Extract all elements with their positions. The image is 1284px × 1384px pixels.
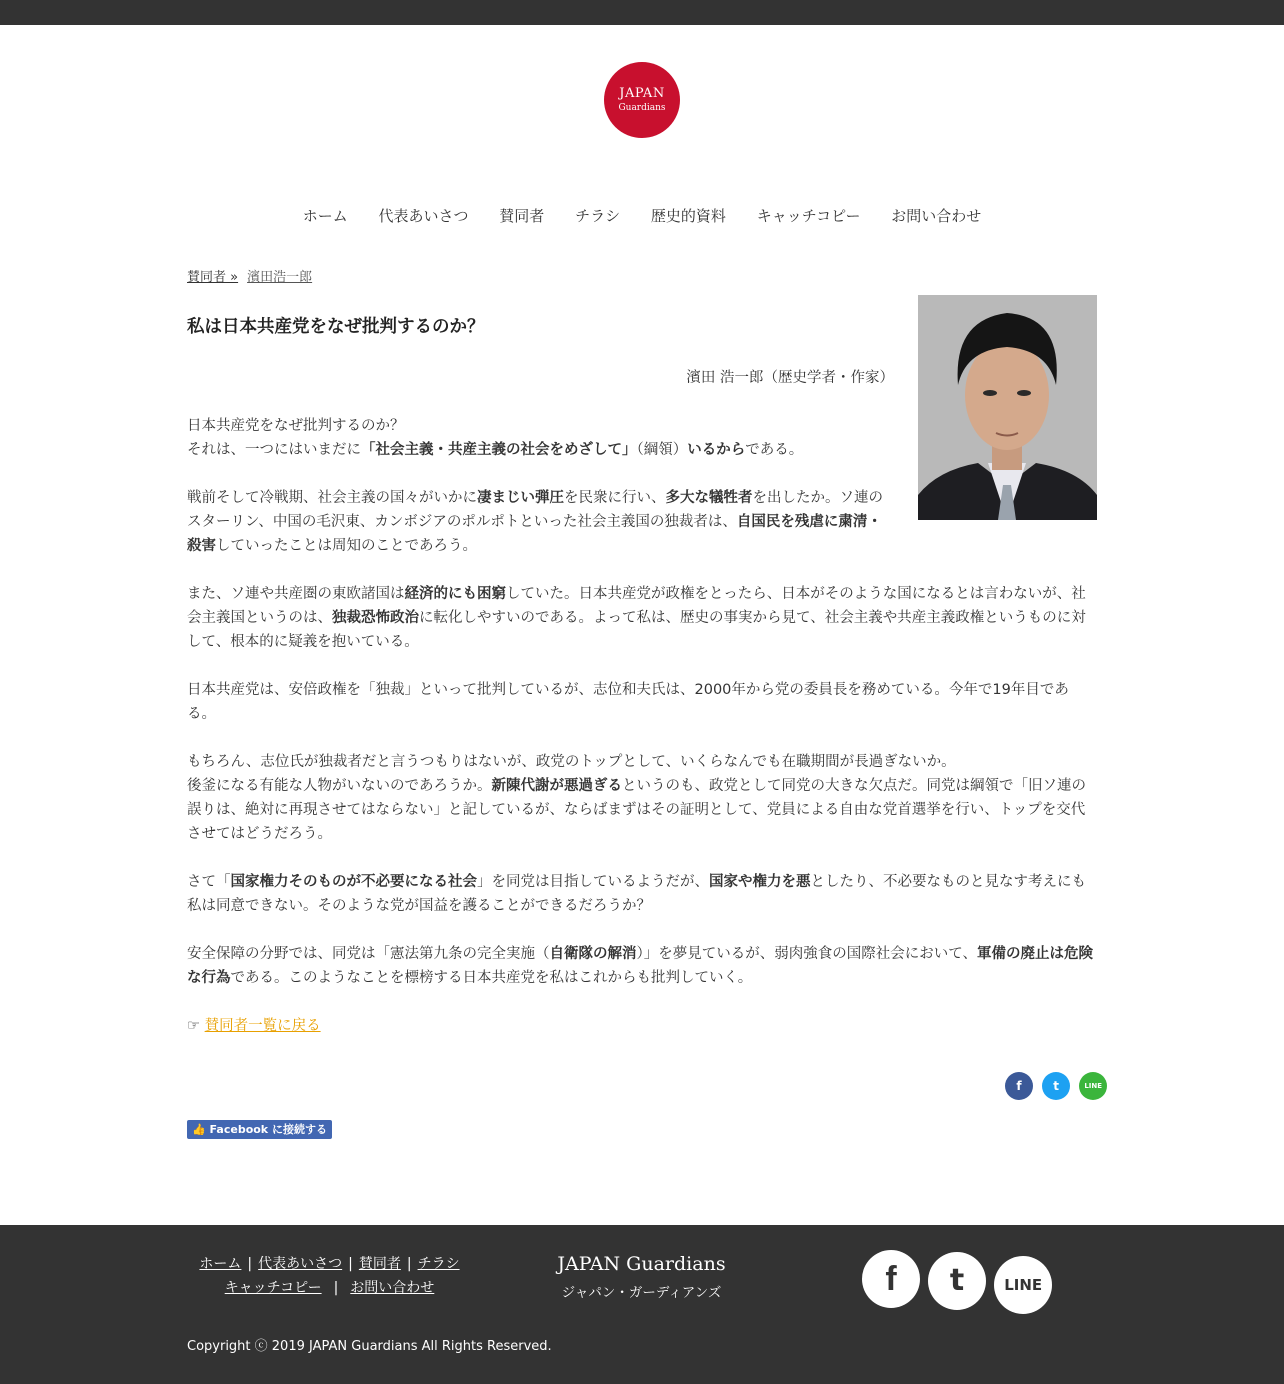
facebook-connect-label: Facebook に接続する (209, 1123, 327, 1136)
line-icon[interactable]: LINE (994, 1256, 1052, 1314)
paragraph-5a: もちろん、志位氏が独裁者だと言うつもりはないが、政党のトップとして、いくらなんでも在職期間が長過ぎないか。 (187, 754, 956, 770)
back-to-supporters-link[interactable]: 賛同者一覧に戻る (204, 1018, 321, 1034)
paragraph-3: また、ソ連や共産圏の東欧諸国は経済的にも困窮していた。日本共産党が政権をとったら、日本がそのような国になるとは言わないが、社会主義国というのは、独裁恐怖政治に転化しやすいのである。よって私は、歴史の事実から見て、社会主義や共産主義政権というものに対して、根本的に疑義を抱いている。 (187, 586, 1086, 650)
site-logo[interactable] (604, 62, 680, 138)
footer (0, 1225, 1284, 1384)
footer-brand-kana: ジャパン・ガーディアンズ (561, 1285, 722, 1301)
footer-links: ホーム | 代表あいさつ | 賛同者 | チラシ キャッチコピー | お問い合わせ (199, 1256, 460, 1296)
nav-greeting[interactable]: 代表あいさつ (378, 207, 469, 225)
line-share-icon[interactable]: LINE (1079, 1072, 1107, 1100)
main-nav (0, 205, 1284, 226)
footer-link-flyer[interactable]: チラシ (417, 1256, 460, 1272)
paragraph-1b: それは、一つにはいまだに「社会主義・共産主義の社会をめざして」（綱領）いるからである。 (187, 442, 804, 458)
footer-link-contact[interactable]: お問い合わせ (350, 1280, 435, 1296)
facebook-connect-button[interactable] (187, 1120, 332, 1139)
footer-social (862, 1250, 1055, 1314)
paragraph-4: 日本共産党は、安倍政権を「独裁」といって批判しているが、志位和夫氏は、2000年から党の委員長を務めている。今年で19年目である。 (187, 682, 1069, 722)
breadcrumb (187, 266, 312, 285)
paragraph-6: さて「国家権力そのものが不必要になる社会」を同党は目指しているようだが、国家や権力を悪としたり、不必要なものと見なす考えにも私は同意できない。そのような党が国益を護ることができるだろうか？ (187, 874, 1086, 914)
footer-link-greeting[interactable]: 代表あいさつ (258, 1256, 343, 1272)
paragraph-1a: 日本共産党をなぜ批判するのか？ (187, 418, 405, 434)
nav-home[interactable]: ホーム (302, 207, 348, 225)
nav-catchcopy[interactable]: キャッチコピー (756, 207, 861, 225)
twitter-share-icon[interactable]: t (1042, 1072, 1070, 1100)
author-photo (918, 295, 1097, 520)
footer-brand-name: JAPAN Guardians (557, 1253, 726, 1275)
share-buttons (1005, 1072, 1107, 1100)
twitter-icon[interactable]: t (928, 1252, 986, 1310)
copyright: Copyright ⓒ 2019 JAPAN Guardians All Rights Reserved. (187, 1339, 552, 1354)
thumbs-up-icon: 👍 (192, 1123, 206, 1136)
nav-contact[interactable]: お問い合わせ (891, 207, 982, 225)
facebook-icon[interactable]: f (862, 1250, 920, 1308)
footer-link-catchcopy[interactable]: キャッチコピー (224, 1280, 322, 1296)
top-bar (0, 0, 1284, 25)
back-link-row (187, 1014, 1097, 1038)
header (0, 25, 1284, 175)
nav-flyer[interactable]: チラシ (575, 207, 621, 225)
paragraph-7: 安全保障の分野では、同党は「憲法第九条の完全実施（自衛隊の解消）」を夢見ているが、弱肉強食の国際社会において、軍備の廃止は危険な行為である。このようなことを標榜する日本共産党を私はこれからも批判していく。 (187, 946, 1093, 986)
nav-supporters[interactable]: 賛同者 (499, 207, 545, 225)
paragraph-2: 戦前そして冷戦期、社会主義の国々がいかに凄まじい弾圧を民衆に行い、多大な犠牲者を出したか。ソ連のスターリン、中国の毛沢東、カンボジアのポルポトといった社会主義国の独裁者は、自国民を残虐に粛清・殺害していったことは周知のことであろう。 (187, 490, 883, 554)
facebook-share-icon[interactable]: f (1005, 1072, 1033, 1100)
footer-link-supporters[interactable]: 賛同者 (358, 1256, 401, 1272)
footer-brand (540, 1253, 743, 1301)
pointing-hand-icon: ☞ (187, 1018, 205, 1034)
article-author: 濱田 浩一郎（歴史学者・作家） (686, 370, 894, 386)
paragraph-5b: 後釜になる有能な人物がいないのであろうか。新陳代謝が悪過ぎるというのも、政党として同党の大きな欠点だ。同党は綱領で「旧ソ連の誤りは、絶対に再現させてはならない」と記しているが、ならばまずはその証明として、党員による自由な党首選挙を行い、トップを交代させてはどうだろう。 (187, 778, 1086, 842)
breadcrumb-current: 濱田浩一郎 (247, 270, 313, 285)
article-title: 私は日本共産党をなぜ批判するのか？ (187, 317, 485, 337)
article (187, 295, 1097, 1038)
breadcrumb-parent[interactable]: 賛同者 » (187, 270, 239, 285)
footer-link-home[interactable]: ホーム (199, 1256, 242, 1272)
logo-text-guardians: Guardians (618, 103, 666, 113)
nav-history[interactable]: 歴史的資料 (650, 207, 726, 225)
logo-text-japan: JAPAN (619, 86, 665, 101)
